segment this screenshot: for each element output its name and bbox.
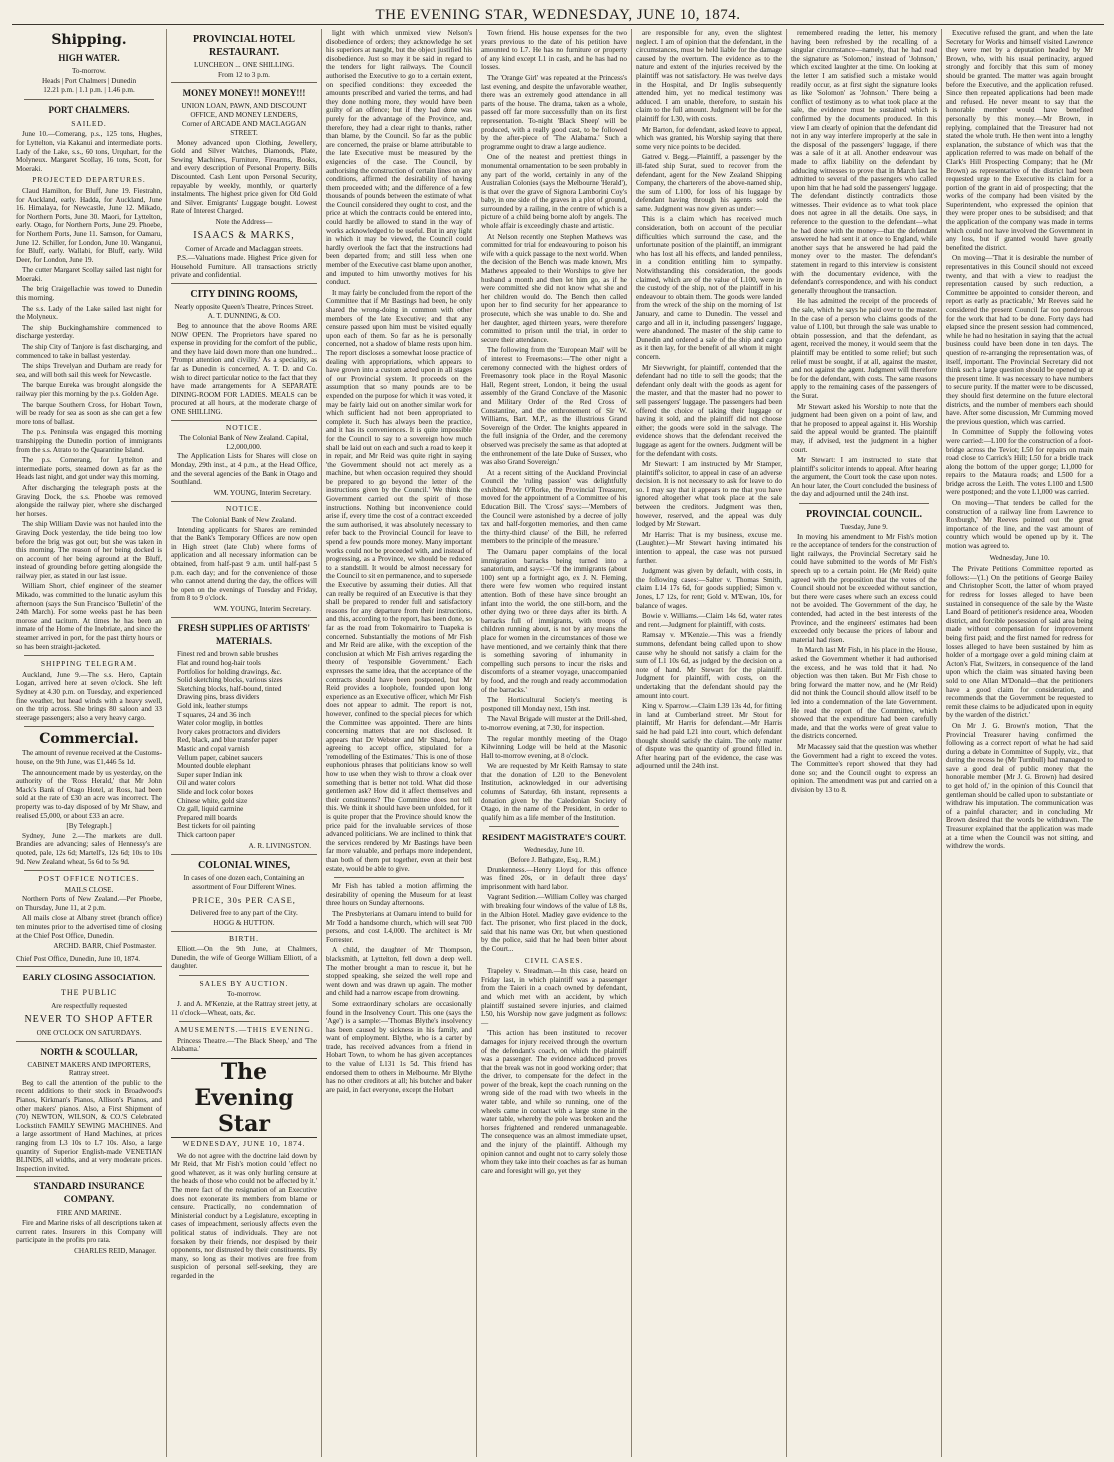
evening-star-date: WEDNESDAY, JUNE 10, 1874. [182,1139,306,1149]
ship-para: The barque Eureka was brought alongside the railway pier this morning by the p.s. Golden Age. [16,381,162,398]
divider [24,870,154,871]
article-para: Town friend. His house expenses for the two years previous to the date of his petition have amounted to L7. He has no furniture or property of any kind except L1 in cash, and he has had no losses. [481,29,627,72]
court-para: Mr Stewart: I am instructed to state that plaintiff's solicitor intends to appeal. After hearing the argument, the Court took the case upon notes. An hour later, the Court concluded the business of the day and adjourned until the 24th inst. [791,456,937,499]
court-para: Judgment was given by default, with costs, in the following cases:—Salter v. Thomas Smith, claim L14 17s 6d, for goods supplied; Simon v. Jones, L7 12s, for rent; Gold v. M'Ewan, 10s, for balance of wages. [636,567,782,610]
list-item: Mounted double elephant [177,762,251,771]
standard-insurance-text: Fire and Marine risks of all descriptions taken at current rates. Insurers in this Company will participate in the profits pro rata. [16,1218,162,1245]
divider [489,826,619,827]
court-para: Vagrant Sedition.—William Colley was charged with breaking four windows of the value of L8 8s, in the Albion Hotel. Madley gave evidence to the fact. The prisoner, who first placed in the dock, said that his name was Orr, but when questioned by the police, said that he had been bitter about the Court... [481,893,627,953]
bank-notice-text: Intending applicants for Shares are reminded that the Bank's Temporary Offices are now open in High street (late Club) where forms of application and all necessary information can be obtained, from half-past 9 a.m. until half-past 5 p.m. each day; and for the convenience of those who cannot attend during the day, the offices will be open on the evenings of Tuesday and Friday, from 8 to 9 o'clock. [171,525,317,603]
column-4 [477,29,632,1457]
city-dining-sub: Nearly opposite Queen's Theatre, Princes Street. [174,302,314,311]
court-para: Mr Stewart: I am instructed by Mr Stamper, plaintiff's solicitor, to appeal in case of an adverse decision. It is not necessary to ask for leave to do so. I may say that it appears to me that you have ignored altogether what took place at the sale between the creditors. Judgment was then, however, reserved, and the appeal was duly lodged by Mr Stewart. [636,460,782,529]
court-para: Mr Sievwright, for plaintiff, contended that the defendant had no title to sell the goods; that the defendant only dealt with the goods as agent for the master, and that the master had no power to sell passengers' luggage. The passengers had been offered the choice of taking their luggage or having it sold, and the plaintiff did not choose either; the goods were sold in the salvage. The evidence shows that the defendant received the luggage as agent for the owners. Judgment will be for the defendant with costs. [636,363,782,458]
ship-para: The s.s. Lady of the Lake sailed last night for the Molyneux. [16,304,162,322]
projected-text: Claud Hamilton, for Bluff, June 19. Fiestrahn, for Auckland, early. Hadda, for Auckland, June 16. Himalaya, for Newcastle, June 12. Mikado, for Northern Ports, June 30. Maori, for Lyttelton, early. Otago, for Northern Ports, June 29. Phoebe, for Northern Ports, June 11. Samson, for Oamaru, June 12. Schiller, for London, June 10. Wanganui, for Bluff, early. Wallabi, for Bluff, early. Wild Deer, for London, June 19. [16,186,162,264]
article-para: At a recent sitting of the Auckland Provincial Council the 'ruling passion' was delightfully exhibited. Mr O'Rorke, the Provincial Treasurer, moved for the appointment of a Committee of his Education Bill. The 'Cross' says:—'Members of the Council were astonished by a decree of jolly tax and half-forgotten memories, and then came the thirty-third clause' of the Bill, he referred members to the principle of the measure.' [481,468,627,546]
ad-border [171,501,317,502]
by-telegraph-label: [By Telegraph.] [66,822,112,831]
court-para: are responsible for any, even the slightest neglect. I am of opinion that the defendant, in the circumstances, must be held liable for the damage caused by the overturn. The evidence as to the nature and extent of the injuries received by the plaintiff was not satisfactory. He was twelve days in the Hospital, and Dr Inglis subsequently attended him, yet no medical testimony was adduced. I am unable, therefore, to sustain his claim to the full amount. Judgment will be for the plaintiff for L30, with costs. [636,29,782,123]
tomorrow-label: To-morrow. [72,67,106,75]
mails-close-label: MAILS CLOSE. [64,885,114,894]
notice-heading: NOTICE. [225,504,263,514]
list-item: Flat and round hog-hair tools [177,659,261,668]
list-item: Best tickets for oil painting [177,822,256,831]
court-para: Trapeley v. Steadman.—In this case, heard on Friday last, in which plaintiff was a passenger from the Taieri in a coach owned by defendant, and which met with an accident, by which plaintiff sustained severe injuries, and claimed L50, his Worship now gave judgment as follows:— [481,967,627,1027]
column-1 [12,29,167,1457]
sailed-text: June 10.—Comerang, p.s., 125 tons, Hughes, for Lyttelton, via Kakanui and intermediate ports. Lady of the Lake, s.s., 60 tons, Urquhart, for the Molyneux. Margaret Scollay, 16 tons, Scott, for Moeraki. [16,130,162,173]
projected-label: PROJECTED DEPARTURES. [32,175,146,185]
article-para: The following from the 'European Mail' will be of interest to Freemasons:—'The other night a ceremony connected with the highest orders of Freemasonry took place in the Royal Masonic Hall, Regent street, London, it being the usual assembly of the Grand Conclave of the Masonic and Military Order of the Red Cross of Constantine, and the enthronement of Sir W. Williams, Bart. M.P., as the illustrious Grand Sovereign of the Order. The knights appeared in the full insignia of the Order, and the ceremony observed was precisely the same as that adopted at the enthronement of the late Duke of Sussex, who was also Grand Sovereign.' [481,346,627,467]
standard-insurance-sub: FIRE AND MARINE. [56,1209,122,1218]
ship-para: The barque Southern Cross, for Hobart Town, will be ready for sea as soon as she can get a few more tons of ballast. [16,400,162,426]
list-item: Water color moglip, in bottles [177,719,263,728]
union-address: Corner of ARCADE AND MACLAGGAN STREET. [181,120,307,137]
post-office-heading: POST OFFICE NOTICES. [38,874,140,884]
article-para: The Presbyterians at Oamaru intend to build for Mr Todd a handsome church, which will seat 700 persons, and cost L4,000. The architect is Mr Forrester. [326,909,472,944]
page-masthead: THE EVENING STAR, WEDNESDAY, JUNE 10, 1874. [12,6,1104,25]
ad-border [16,1041,162,1042]
shipping-heading: Shipping. [51,32,127,48]
city-dining-heading: CITY DINING ROOMS, [190,288,298,300]
column-7 [942,29,1097,1457]
tide-times: 12.21 p.m. | 1.1 p.m. | 1.46 p.m. [43,86,135,95]
article-para: It may fairly be concluded from the report of the Committee that if Mr Bastings had been, he only shared the wrong-doing in common with other members of the late Executive; and that any censure passed upon him must be visited equally upon each of them. So far as he is personally concerned, not a shadow of blame rests upon him. The report discloses a somewhat loose practice of dealing with appropriations, which appears to have grown into a custom acted upon in all stages of our Provincial system. It proceeds on the assumption that so many pounds are to be expended on the purpose for which it was voted, it may be fairly laid out on another similar work for which sufficient had not been appropriated to complete it. Such has always been the practice, and it has its conveniences. It is quite impossible for the Council to say to a sovereign how much shall be laid out on each and such a road to keep it in repair, and Mr Reid was quite right in saying 'the Government should not act merely as a machine, but when occasion required they should be prepared to go beyond the letter of the instructions given by the Council.' We think the Government carried out the spirit of those instructions. Nothing but inconvenience could arise if, every time the cost of a contract exceeded the sum authorised, it was absolutely necessary to refer back to the Provincial Council for leave to spend a few pounds more money. Many important works could not be proceeded with, and instead of progressing, as a Province, we should be reduced to a standstill. It would be almost necessary for the Council to sit en permanence, and to supersede the Executive by assuming their duties. All that can really be required of an Executive is that they shall be prepared to render full and satisfactory reasons for any departure from their instructions, and this, according to the report, has been done, so far as the road from Tokomairiro to Tuapeka is concerned. Substantially the motions of Mr Fish and Mr Reid are alike, with the exception of the conclusion at which Mr Fish arrives regarding the theory of 'responsible Government.' Each expresses the same idea, that the acceptance of the contracts should have been postponed, but Mr Reid provides a loophole, founded upon long experience as an Executive officer, which Mr Fish does not appear to admit. The report is not, however, confined to the special pieces for which the Committee was appointed. There are hints concerning matters that are not disclosed. It appears that Dr Webster and Mr Shand, before agreeing to accept office, stipulated for a 'remodelling of the Estimates.' This is one of those euphonious phrases that politicians know so well how to use when they wish to throw a cloak over something that is better not told. What did those gentlemen ask? How did it affect themselves and their constituents? The Committee does not tell this. We think it should have been unfolded, for it is quite proper that the Province should know the price paid for the invaluable services of those advanced politicians. We are inclined to think that the services rendered by Mr Bastings have been far more valuable, and perhaps more independent, than both of them put together, even at their best estate, would be able to give. [326,288,472,873]
hotel-hours: From 12 to 3 p.m. [218,70,270,79]
birth-text: Elliott.—On the 9th June, at Chalmers, Dunedin, the wife of George William Elliott, of a daughter. [171,945,317,971]
north-scoullar-heading: NORTH & SCOULLAR, [40,1046,138,1057]
early-line: ONE O'CLOCK ON SATURDAYS. [36,1029,142,1038]
council-para: In Committee of Supply the following votes were carried:—L100 for the construction of a foot-bridge across the Teviot; L50 for repairs on main road close to Carrick's Hill; L50 for a bridle track along the bottom of the upper gorge; L1,000 for repairs to the Mataura roads; and L500 for a bridge across the Leith. The votes L100 and L500 were postponed; and the vote L1,000 was carried. [946,428,1093,497]
list-item: T squares, 24 and 36 inch [177,710,251,719]
divider [24,655,154,656]
shipping-telegram-heading: SHIPPING TELEGRAM. [40,659,138,669]
court-para: 'This action has been instituted to recover damages for injury received through the overturn of the defendant's coach, on which the plaintiff was a passenger. The evidence adduced proves that the break was not in good working order; that the driver, to compensate for the defect in the power of the break, kept the coach running on the wrong side of the road with two wheels in the water table, and while so running, one of the wheels came in contact with a large stone in the water table, whereby the pole was broken and the horses frightened and rendered unmanageable. The consequence was an almost immediate upset, and the injury of the plaintiff. Although my opinion cannot and ought not to carry solely those whom they take into their coaches as far as human care and foresight will go, yet they [481,1029,627,1175]
court-para: King v. Sparrow.—Claim L39 13s 4d, for fitting in land at Cumberland street. Mr Stout for plaintiff, Mr Harris for defendant.—Mr Harris said he had paid L21 into court, which defendant thought should satisfy the claim. The only matter of dispute was the quantity of ground filled in. After hearing part of the evidence, the case was adjourned until the 24th inst. [636,702,782,771]
standard-insurance-signature: CHARLES REID, Manager. [74,1246,156,1255]
ship-para: The ships Trevelyan and Durham are ready for sea, and will both sail this week for Newcastle. [16,362,162,379]
early-line: Are respectfully requested [51,1002,127,1011]
ad-border [16,966,162,967]
article-para: We are requested by Mr Keith Ramsay to state that the donation of L20 to the Benevolent Institution, acknowledged in our advertising columns of Saturday, 6th instant, represents a donation given by the Caledonian Society of Otago, in the name of the President, in order to qualify him as a life member of the Institution. [481,762,627,822]
list-item: Ivory cakes protractors and dividers [177,727,281,736]
article-para: The 'Orange Girl' was repeated at the Princess's last evening, and despite the unfavorable weather, there was an extremely good attendance in all parts of the house. The drama, taken as a whole, passed off far more successfully than on its first representation. To-night 'Black Sheep' will be produced, with a really good cast, to be followed by the after-piece of 'The Alabama.' Such a programme ought to draw a large audience. [481,73,627,151]
article-para: The Oamaru paper complains of the local immigration barracks being turned into a sanatorium, and says:—'Of the immigrants (about 100) sent up a fortnight ago, ex J. N. Fleming, there were few women who required instant attention. Both of these have since brought an infant into the world, the one still-born, and the other dying two or three days after its birth. A barracks full of immigrants, with troops of children running about, is not by any means the place for women in the circumstances of those we have mentioned, and we certainly think that there is something savoring of inhumanity in compelling such persons to incur the risks and discomforts of a steamer voyage, unaccompanied by food, and the rough and ready accommodation of the barracks.' [481,548,627,694]
court-para: Mr Barton, for defendant, asked leave to appeal, which was granted, his Worship saying that there some very nice points to be decided. [636,125,782,151]
artists-materials-list [171,650,317,839]
post-text: All mails close at Albany street (branch office) ten minutes prior to the advertised time of closing at the Chief Post Office, Dunedin. [16,914,162,940]
commercial-heading: Commercial. [39,731,139,748]
ship-para: The p.s. Comerang, for Lyttelton and intermediate ports, steamed down as far as the Heads last night, and got under way this morning. [16,456,162,482]
council-para: The Private Petitions Committee reported as follows:—'(1.) On the petitions of George Bailey and Christopher Scott, the latter of whom prayed for redress for losses alleged to have been sustained in consequence of the sale by the Waste Land Board of petitioner's residence area, Wooden district, and forcible possession of said area being made without compensation for improvement being first paid; and the first named for redress for losses alleged to have been sustained by him as holder of a mortgage over a gold mining claim at Acton's Flat, Switzers, in consequence of the land upon which the claim was situated having been sold to one Allan M'Donald—that the petitioners have a good claim for consideration, and recommends that the Government be requested to remit these claims to be adjudicated upon in equity by the warden of the district.' [946,565,1093,720]
court-para: Gatred v. Begg.—Plaintiff, a passenger by the ill-fated ship Surat, sued to recover from the defendant, agent for the New Zealand Shipping Company, the charterers of the above-named ship, the sum of L100, for loss of his luggage by defendant having through his agents sold the same. Judgment was now given as under:— [636,153,782,213]
list-item: Slide and lock color boxes [177,787,254,796]
court-para: This is a claim which has received much consideration, both on account of the peculiar difficulties which surround the case, and the unfortunate position of the plaintiff, an immigrant who has lost all his effects, and landed penniless, in a condition entitling him to sympathy. Notwithstanding this consideration, the goods claimed, which are of the value of L100, were in the custody of the ship, not of the plaintiff in his endeavour to obtain them. The goods were landed from the wreck of the ship on the morning of 1st January, and came to Dunedin. The vessel and cargo and all in it, including passengers' luggage, were abandoned. The master of the ship came to Dunedin and ordered a sale of the ship and cargo as it then lay, for the benefit of all whom it might concern. [636,215,782,361]
ad-border [171,82,317,83]
provincial-council-date: Tuesday, June 9. [840,523,888,532]
amusements-heading: AMUSEMENTS.—THIS EVENING. [174,1025,314,1035]
isaacs-ps: P.S.—Valuations made. Highest Price given for Household Furniture. All transactions strictly private and confidential. [171,254,317,280]
bank-name: The Colonial Bank of New Zealand. [191,515,297,524]
ship-para: The ship William Davie was not hauled into the Graving Dock yesterday, the tide being too low before the brig was got out; but she was taken in this morning. The reason of her being docked is on account of her being aground at the Bluff, instead of grounding before getting alongside the railway pier, as stated in our last issue. [16,520,162,580]
article-para: The Naval Brigade will muster at the Drill-shed, to-morrow evening, at 7.30, for inspection. [481,715,627,732]
provincial-council-heading: PROVINCIAL COUNCIL. [805,509,923,521]
post-text: Northern Ports of New Zealand.—Per Phoebe, on Thursday, June 11, at 2 p.m. [16,895,162,912]
artists-materials-signature: A. R. LIVINGSTON. [248,841,311,850]
article-para: Some extraordinary scholars are occasionally found in the Insolvency Court. This one (says the 'Age') is a sample:—'Thomas Blythe's insolvency has been caused by sickness in his family, and want of employment. Blythe, who is a carter by trade, has received advances from a friend in Hobart Town, to whom he has given acceptances to the value of L131 1s 5d. This friend has endorsed them to others in Melbourne. Mr Blythe has no other creditors at all; his butcher and baker are paid, in fact everyone, except the Hobart [326,999,472,1094]
court-para: Ramsay v. M'Kenzie.—This was a friendly summons, defendant being called upon to show cause why he should not satisfy a claim for the sum of L1 10s 6d, as judged by the decision on a note of hand. Mr Stewart for the plaintiff. Judgment for plaintiff, with costs, on the undertaking that the defendant should pay the amount into court. [636,631,782,700]
money-heading: MONEY MONEY!! MONEY!!! [182,88,306,99]
civil-cases-heading: CIVIL CASES. [524,955,584,965]
article-para: The Horticultural Society's meeting is postponed till Monday next, 15th inst. [481,696,627,713]
council-para: On moving—'That tenders be called for the construction of a railway line from Lawrence to Roxburgh,' Mr Reeves pointed out the great importance of the line, and the vast amount of country which would be opened up by it. The motion was agreed to. [946,499,1093,551]
post-signature: ARCHD. BARR, Chief Postmaster. [53,942,156,951]
high-water-heading: HIGH WATER. [58,53,120,63]
council-date: Wednesday, June 10. [989,553,1050,562]
ship-para: After discharging the telegraph posts at the Graving Dock, the s.s. Phoebe was removed alongside the railway pier, where she discharged her horses. [16,483,162,518]
list-item: Solid sketching blocks, various sizes [177,676,283,685]
commercial-para: The announcement made by us yesterday, on the authority of the 'Ross Herald,' that Mr John Mack's Bank of Otago Hotel, at Ross, had been sold at the rate of £30 an acre was incorrect. The property was to-day disposed of by Mr Shaw, and realised £5,000, or about £33 an acre. [16,768,162,820]
post-place: Chief Post Office, Dunedin, June 10, 1874. [16,954,141,963]
ship-para: The ship Buckinghamshire commenced to discharge yesterday. [16,323,162,341]
hotel-line: LUNCHEON ... ONE SHILLING. [193,61,294,69]
early-closing-heading: EARLY CLOSING ASSOCIATION. [22,972,156,983]
colonial-wines-text: In cases of one dozen each, Containing an assortment of Four Different Wines. [183,874,305,891]
council-para: In moving his amendment to Mr Fish's motion re the acceptance of tenders for the construction of light railways, the Provincial Secretary said he could have submitted to the words of Mr Fish's speech up to a certain point. He (Mr Reid) quite agreed with the proposition that the votes of the Council should not be exceeded without sanction, but there were cases where such an excess could not be avoided. The Government of the day, he contended, had acted in the best interests of the Province, and the engineers' estimates had been exceeded only because the prices of labour and material had risen. [791,532,937,644]
ship-para: William Short, chief engineer of the steamer Mikado, was committed to the lunatic asylum this afternoon (says the Sun Francisco 'Bulletin' of the 24th March). For some weeks past he has been morose and taciturn. At times he has been an inmate of the Home of the Inebriate, and since the steamer arrived in port, for the past thirty hours or so has been straight-jacketed. [16,582,162,651]
article-para: Mr Fish has tabled a motion affirming the desirability of opening the Museum for at least three hours on Sunday afternoons. [326,882,472,908]
auction-text: J. and A. M'Kenzie, at the Rattray street jetty, at 11 o'clock—Wheat, oats, &c. [171,1000,317,1017]
ship-para: The brig Craigellachie was towed to Dunedin this morning. [16,285,162,303]
bank-name: The Colonial Bank of New Zealand. Capital, L2,000,000. [179,434,309,451]
list-item: Vellum paper, cabinet saucers [177,753,263,762]
ad-border [171,854,317,855]
divider [179,975,309,976]
hotel-heading: PROVINCIAL HOTEL RESTAURANT. [193,34,295,58]
colonial-wines-price: PRICE, 30s PER CASE, [192,895,296,906]
leader-para: We do not agree with the doctrine laid down by Mr Reid, that Mr Fish's motion could 'effect no good whatever, as it was only hurling censure at the heads of those who could not be affected by it.' The mere fact of the resignation of an Executive does not exonerate its members from blame or censure. Practically, no condemnation of Ministerial conduct by a Legislature, excepting in cases of impeachment, seriously affects even the political status of individuals. They are not forsaken by their friends, nor despised by their opponents, nor distrusted by their constituents. By many, so long as their motives are free from suspicion of personal self-seeking, they are regarded in the [171,1151,317,1280]
council-para: On Mr J. G. Brown's motion, 'That the Provincial Treasurer having confirmed the following as a correct report of what he had said during a debate in Committee of Supply, viz., that during the recess he (Mr Turnbull) had managed to save a good deal of public money that the honorable member (Mr J. G. Brown) had desired to get hold of,' in the opinion of this Council that gentleman should be called upon to substantiate or withdraw his imputation. The communication was of a painful character; and in concluding Mr Brown desired that the words be withdrawn. The Treasurer explained that the application was made at a time when the Council was not sitting, and withdrew the words. [946,721,1093,851]
city-dining-firm: A. T. DUNNING, & CO. [207,312,281,321]
court-para: Mr Harris: That is my business, excuse me. (Laughter.)—Mr Stewart having intimated his intention to appeal, the case was not pursued further. [636,530,782,565]
sailed-label: SAILED. [71,118,107,128]
evening-star-title: The Evening Star [171,1058,317,1138]
ad-border [171,931,317,932]
article-para: light with which unmixed view Nelson's disobedience of orders; they acknowledge he set his superiors at naught, but the object justified his disobedience. Just so may it be said in regard to the tenders for light railways. The Council authorised the Executive to go to a certain extent, on specified conditions: they exceeded the amounts prescribed and varied the terms, and had they done nothing more, they would have been guilty of an offence; but if they had done was purely for the advantage of the Province, and, therefore, they had a clear right to thanks, rather than blame, by the Council. So far as the public are concerned, the praise or blame attributable to the late Executive must be measured by the exigencies of the case. The Council, by authorising the construction of certain lines on any conditions, affirmed the desirability of having them proceeded with; and the difference of a few thousands of pounds between the estimate of what the Council considered they ought to cost, and the price at which the contracts could be entered into, could hardly be allowed to stand in the way of works acknowledged to be useful. But in any light in which it may be viewed, the Council could hardly overlook the fact that the instructions had been departed from; and still less when one member of the Executive cast blame upon another, and imputed to him unworthy motives for his conduct. [326,29,472,287]
court-para: Mr Stewart asked his Worship to note that the judgment had been given on a point of law, and that he proposed to appeal against it. His Worship said the appeal would be granted. The plaintiff may, if advised, test the judgment in a higher court. [791,402,937,454]
tide-heads: Heads | Port Chalmers | Dunedin [41,76,137,85]
divider [334,877,464,878]
ad-border [16,1176,162,1177]
auction-heading: SALES BY AUCTION. [199,978,289,988]
resident-magistrate-before: (Before J. Bathgate, Esq., R.M.) [507,856,601,865]
divider [179,1021,309,1022]
shipping-telegram-text: Auckland, June 9.—The s.s. Hero, Captain Logan, arrived here at seven o'clock. She left Sydney at 4.30 p.m. on Tuesday, and experienced fine weather, but head winds with a heavy swell, on the trip across. She brings 80 saloon and 33 steerage passengers; also a very heavy cargo. [16,670,162,722]
ship-para: The cutter Margaret Scollay sailed last night for Moeraki. [16,266,162,283]
resident-magistrate-heading: RESIDENT MAGISTRATE'S COURT. [482,832,626,843]
isaacs-marks: ISAACS & MARKS, [193,229,295,241]
court-para: He has admitted the receipt of the proceeds of the sale, which he says he paid over to the master. In the case of a person who claims goods of the value of L100, but through the sale was unable to obtain possession, and that the defendant, as agent, received the money, it would seem that the plaintiff may be entitled to some relief; but such relief must be sought, if at all, against the master, and not against the agent. Judgment will therefore be for the defendant, with costs. The same reasons apply to the remaining cases of the passengers of the Surat. [791,297,937,400]
by-telegraph-text: Sydney, June 2.—The markets are dull. Brandies are advancing; sales of Hennessy's are quoted, pale, 12s 6d; Martell's, 12s 6d; 10s to 10s 9d. New Zealand wheat, 5s 6d to 5s 9d. [16,831,162,866]
amusements-text: Princess Theatre.—'The Black Sheep,' and 'The Alabama.' [171,1036,317,1054]
council-para: Mr Macassey said that the question was whether the Government had a right to exceed the votes. The Committee's report showed that they had done so; and the Council ought to express an opinion. The amendment was put and carried on a division by 13 to 8. [791,742,937,794]
ad-border [171,617,317,618]
council-para: On moving—'That it is desirable the number of representatives in this Council should not exceed twenty, and that with a view to readjust the representation caused by such reduction, a Committee be appointed to consider thereon, and report as early as practicable,' Mr Reeves said he considered the present Council far too ponderous for the work that had to be done. Forty days had elapsed since the present session had commenced, while he had no hesitation in saying that the actual business could have been done in ten days. The question of re-arranging the representation was, of itself, important. The Provincial Secretary did not think such a large question should be opened up at the present time. It was necessary to have numbers to secure purity. If the matter were to be discussed, they should first determine on the future electoral districts, and the number of members each should have. After some discussion, Mr Cumming moved the previous question, which was carried. [946,254,1093,426]
ad-border [171,420,317,421]
list-item: Gold ink, leather stumps [177,702,248,711]
isaacs-address: Corner of Arcade and Maclaggan streets. [185,244,303,253]
colonial-wines-delivery: Delivered free to any part of the City. [190,909,298,918]
list-item: Drawing pins, brass dividers [177,693,260,702]
list-item: Sketching blocks, half-bound, tinted [177,684,282,693]
birth-heading: BIRTH. [229,933,259,943]
notice-heading: NOTICE. [225,422,263,432]
north-scoullar-sub: CABINET MAKERS AND IMPORTERS, Rattray street. [27,1060,151,1078]
list-item: Oz gall, liquid carmine [177,805,244,814]
list-item: Thick cartoon paper [177,830,235,839]
column-2 [167,29,322,1457]
list-item: Chinese white, gold size [177,796,248,805]
divider [24,99,154,100]
union-office: UNION LOAN, PAWN, AND DISCOUNT OFFICE, AND MONEY LENDERS, [181,102,307,119]
early-public: THE PUBLIC [61,988,117,998]
article-para: At Nelson recently one Stephen Mathews was committed for trial for endeavouring to poison his wife with a quick passage to the next world. When the decision of the Bench was made known, Mrs Mathews appealed to their Worships to give her husband a month and then let him go, as if he were committed she did not know what she and her children would do. The Bench then called upon her to find security for her appearance to prosecute, which she was unable to do. She and her daughter, aged thirteen years, were therefore committed to prison until the trial, in order to secure their attendance. [481,232,627,344]
colonial-wines-heading: COLONIAL WINES, [197,860,291,872]
column-6 [787,29,942,1457]
ship-para: The p.s. Peninsula was engaged this morning transhipping the Dunedin portion of immigrants from the s.s. Atrato to the Quarantine Island. [16,428,162,454]
resident-magistrate-date: Wednesday, June 10. [523,846,585,855]
money-note: Note the Address— [215,217,273,226]
north-scoullar-text: Beg to call the attention of the public to the recent additions to their stock in Broadwood's Pianos, Kirkman's Pianos, Allison's Pianos, and other makers' pianos. Also, a First Shipment of (70) NEWTON, WILSON, & CO.'S Celebrated Lockstitch FAMILY SEWING MACHINES. And a large assortment of Hand Machines, at prices ranging from L3 10s to L7 10s. Also, a large quantity of Superior English-made VENETIAN BLINDS, all widths, and at very moderate prices. Inspection invited. [16,1078,162,1173]
column-3 [322,29,477,1457]
article-para: One of the neatest and prettiest things in monumental ornamentation to be seen probably in any part of the world, certainly in any of the Australian Colonies (says the Melbourne 'Herald'), is that over the grave of Signora Lamborini Coy's baby, in one side of the graves in a plot of ground, surrounded by a railing, in the centre of which is a picture of a child being borne aloft by angels. The whole affair is exceedingly chaste and artistic. [481,153,627,231]
list-item: Super super Indian ink [177,770,243,779]
list-item: Portfolios for holding drawings, &c. [177,667,282,676]
columns [12,29,1104,1457]
list-item: Prepared mill boards [177,813,237,822]
court-para: Bowie v. Williams.—Claim 14s 6d, water rates and rent.—Judgment for plaintiff, with costs. [636,612,782,629]
column-5 [632,29,787,1457]
bank-signature: WM. YOUNG, Interim Secretary. [213,488,311,497]
court-para: Drunkenness.—Henry Lloyd for this offence was fined 20s, or in default three days' imprisonment with hard labor. [481,865,627,891]
article-para: A child, the daughter of Mr Thompson, blacksmith, at Lyttelton, fell down a deep well. The mother brought a man to rescue it, but he stopped speaking, she seized the well rope and went down and was drawn up again. The mother and child had a narrow escape from drowning. [326,946,472,998]
divider [799,503,929,504]
port-heading: PORT CHALMERS. [48,104,130,115]
list-item: Mastic and copal varnish [177,745,250,753]
commercial-para: The amount of revenue received at the Customs-house, on the 9th June, was £1,446 5s 1d. [16,749,162,766]
court-para: remembered reading the letter, his memory having been refreshed by the recalling of a singular circumstance—namely, that he had read the signature as 'Solomon,' instead of 'Johnson,' which excited laughter at the time. On looking at the letter I am satisfied such a mistake would readily occur, as at first sight the signature looks as like 'Solomon' as 'Johnson.' There being a conflict of testimony as to what took place at the sale, the evidence must be sustained which is confirmed by the documents produced. In this view I am clearly of opinion that the defendant did not in any way interfere improperly at the sale in the disposal of the passengers' luggage, if there was a sale of it at all. Another endeavour was made to affix liability on the defendant by adducing witnesses to prove that in March last he admitted to several of the passengers who called upon him that he had sold the passengers' luggage. The defendant distinctly contradicts those witnesses. Their evidence as to what took place does not agree in all the details. One says, in reference to the question to the defendant—what he had done with the money—that the defendant answered he had sent it at once to England, while another says that he answered he had paid the money over to the master. The defendant's statement in regard to this interview is consistent with the documentary evidence, with the defendant's correspondence, and with his conduct generally throughout the transaction. [791,29,937,295]
list-item: Red, black, and blue transfer paper [177,736,278,745]
ship-para: The ship City of Tanjore is fast discharging, and commenced to take in ballast yesterday. [16,343,162,360]
council-para: Executive refused the grant, and when the late Secretary for Works and himself visited Lawrence they were met by a deputation headed by Mr Brown, who, with his usual pertinacity, argued strongly and forcibly that this sum of money should be granted. The matter was again brought before the Executive, and the application refused. Since then repeated applications had been made and refused. He never meant to say that the honorable member would have benefited personally by this money.—Mr Brown, in replying, complained that the Treasurer had not stated the whole truth. He then went into a lengthy explanation, the substance of which was that the application referred to was made on behalf of the Clark's Hill Prospecting Company; that he (Mr Brown) as representative of the district had been requested urge to the Executive its claim for a portion of the grant in aid of prospecting; that the works of the company had been visited by the Superintendent, who expressed the opinion that they were proper ones to be subsidised; and that the application of the company was made in terms which could not have involved the Government in any loss, but if granted would have greatly benefited the district. [946,29,1093,252]
article-para: The regular monthly meeting of the Otago Kilwinning Lodge will be held at the Masonic Hall to-morrow evening, at 8 o'clock. [481,734,627,760]
artists-materials-heading: FRESH SUPPLIES OF ARTISTS' MATERIALS. [177,623,311,647]
colonial-wines-signature: HOGG & HUTTON. [213,918,275,927]
city-dining-text: Beg to announce that the above Rooms ARE NOW OPEN. The Proprietors have spared no expense in providing for the comfort of the public, and they have laid down more than one hundred... 'Prompt attention and civility.' As a speciality, as far as Dunedin is concerned, A. T. D. and Co. wish to direct particular notice to the fact that they have made arrangements for A SEPARATE DINING-ROOM FOR LADIES. MEALS can be procured at all hours, at the moderate charge of ONE SHILLING. [171,322,317,416]
money-text: Money advanced upon Clothing, Jewellery, Gold and Silver Watches, Diamonds, Plate, Sewing Machines, Furniture, Firearms, Books, and every description of Personal Property. Bills Discounted. Cash Lent upon Personal Security, repayable by weekly, monthly, or quarterly instalments. The highest price given for Old Gold and Silver. Emigrants' Luggage bought. Lowest Rate of Interest Charged. [171,138,317,216]
council-para: In March last Mr Fish, in his place in the House, asked the Government whether it had authorised the excess, and he was told that it had. No objection was then taken. But Mr Fish chose to bring forward the matter now, and he (Mr Reid) did not think the Council should allow itself to be led into a condemnation of the late Government. He read the report of the Committee, which showed that the expenditure had been carefully made, and that the works were of great value to the districts concerned. [791,646,937,741]
standard-insurance-heading: STANDARD INSURANCE COMPANY. [33,1182,145,1206]
bank-signature: WM. YOUNG, Interim Secretary. [213,604,311,613]
bank-notice-text: The Application Lists for Shares will close on Monday, 29th inst., at 4 p.m., at the Head Office, and the several agencies of the Bank in Otago and Southland. [171,452,317,487]
divider [24,726,154,727]
list-item: Finest red and brown sable brushes [177,650,279,659]
early-line: NEVER TO SHOP AFTER [24,1014,154,1026]
list-item: Oil and water colors [177,779,236,788]
ad-border [171,283,317,284]
auction-sub: To-morrow. [227,990,261,999]
